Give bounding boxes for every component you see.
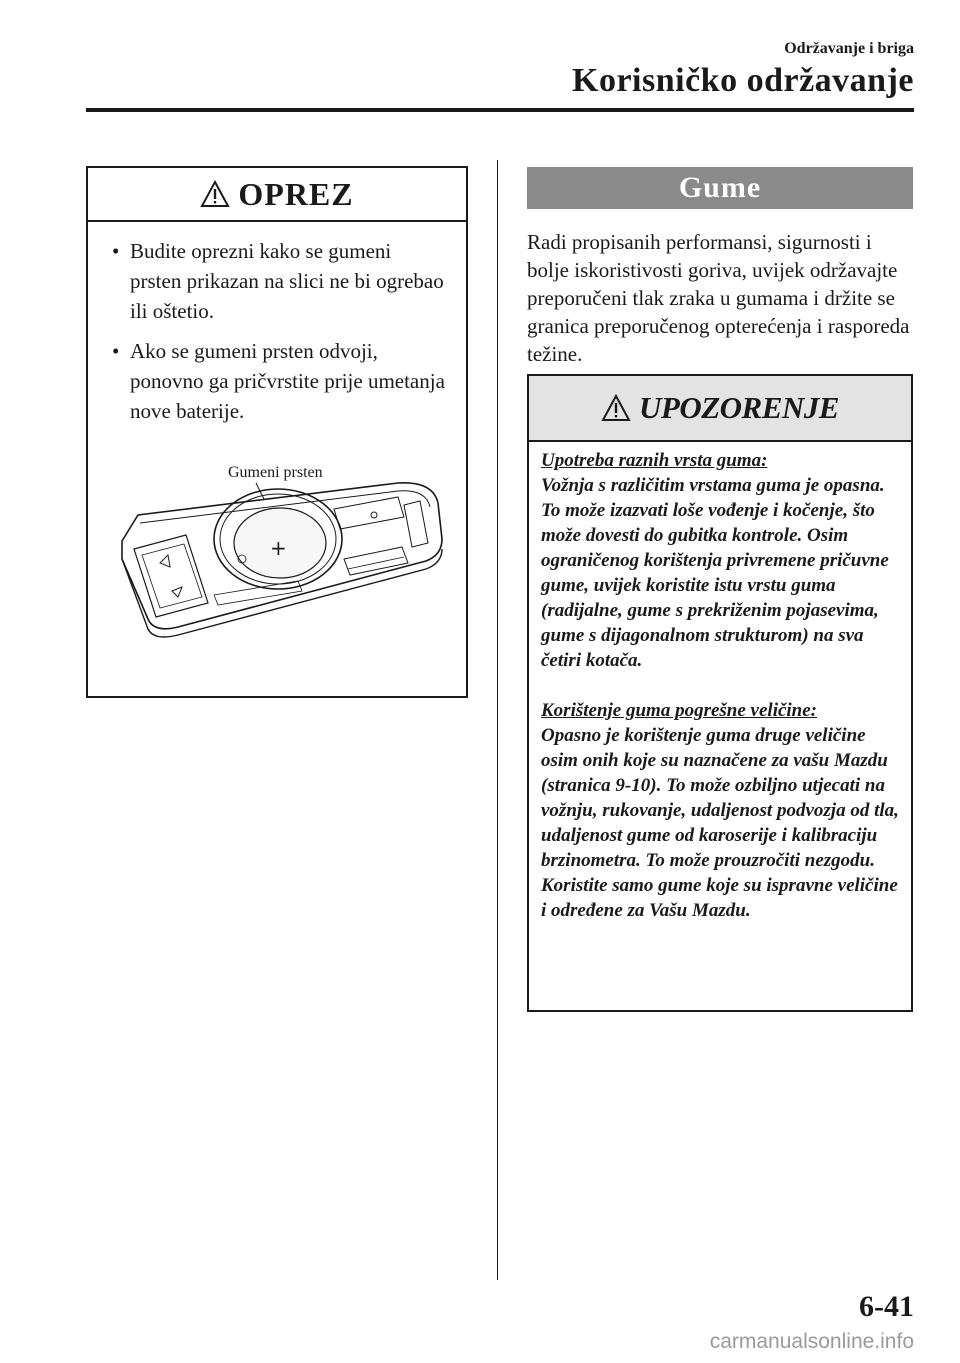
watermark: carmanualsonline.info bbox=[709, 1330, 914, 1353]
caution-bullet: • Ako se gumeni prsten odvoji, ponovno ga pričvrstite prije umetanja nove baterije. bbox=[112, 339, 445, 423]
header-rule bbox=[86, 108, 914, 112]
column-divider bbox=[497, 160, 498, 1280]
tires-intro-paragraph: Radi propisanih performansi, sigurnosti i bolje iskoristivosti goriva, uvijek održavajte preporučeni tlak zraka u gumama i držite se granica preporučenog opterećenja i rasporeda težine. bbox=[527, 230, 910, 366]
warning-box bbox=[527, 374, 913, 1012]
section-heading-tires: Gume bbox=[527, 167, 913, 209]
warning-triangle-icon bbox=[601, 394, 631, 422]
caution-list bbox=[88, 222, 466, 426]
caution-bullet: • Budite oprezni kako se gumeni prsten prikazan na slici ne bi ogrebao ili oštetio. bbox=[112, 239, 444, 323]
figure-label: Gumeni prsten bbox=[228, 464, 323, 481]
warning-title: UPOZORENJE bbox=[639, 390, 839, 425]
warning-subheading: Upotreba raznih vrsta guma: bbox=[541, 450, 768, 471]
warning-body bbox=[529, 442, 911, 923]
caution-header bbox=[88, 168, 466, 222]
svg-text:+: + bbox=[270, 536, 287, 560]
key-fob-battery-figure bbox=[98, 463, 458, 653]
warning-paragraph: Vožnja s različitim vrstama guma je opasna. To može izazvati loše vođenje i kočenje, što može dovesti do gubitka kontrole. Osim ograničenog korištenja privremene pričuvne gume, uvijek koristite istu vrstu guma (radijalne, gume s prekriženim pojasevima, gume s dijagonalnom strukturom) na sva četiri kotača. bbox=[541, 475, 889, 671]
warning-triangle-icon bbox=[200, 180, 230, 208]
page-number: 6-41 bbox=[859, 1290, 914, 1323]
warning-paragraph: Opasno je korištenje guma druge veličine osim onih koje su naznačene za vašu Mazdu (stranica 9-10). To može ozbiljno utjecati na vožnju, rukovanje, udaljenost podvozja od tla, udaljenost gume od karoserije i kalibraciju brzinometra. To može prouzročiti nezgodu. Koristite samo gume koje su ispravne veličine i određene za Vašu Mazdu. bbox=[541, 725, 899, 921]
caution-box bbox=[86, 166, 468, 698]
caution-bullet-text: Budite oprezni kako se gumeni prsten prikazan na slici ne bi ogrebao ili oštetio. bbox=[130, 239, 444, 323]
caution-title: OPREZ bbox=[238, 175, 354, 212]
caution-bullet-text: Ako se gumeni prsten odvoji, ponovno ga pričvrstite prije umetanja nove baterije. bbox=[130, 339, 445, 423]
warning-subheading: Korištenje guma pogrešne veličine: bbox=[541, 700, 818, 721]
warning-header bbox=[529, 376, 911, 442]
running-header-title: Korisničko održavanje bbox=[572, 62, 914, 99]
running-header-section: Održavanje i briga bbox=[784, 40, 914, 57]
